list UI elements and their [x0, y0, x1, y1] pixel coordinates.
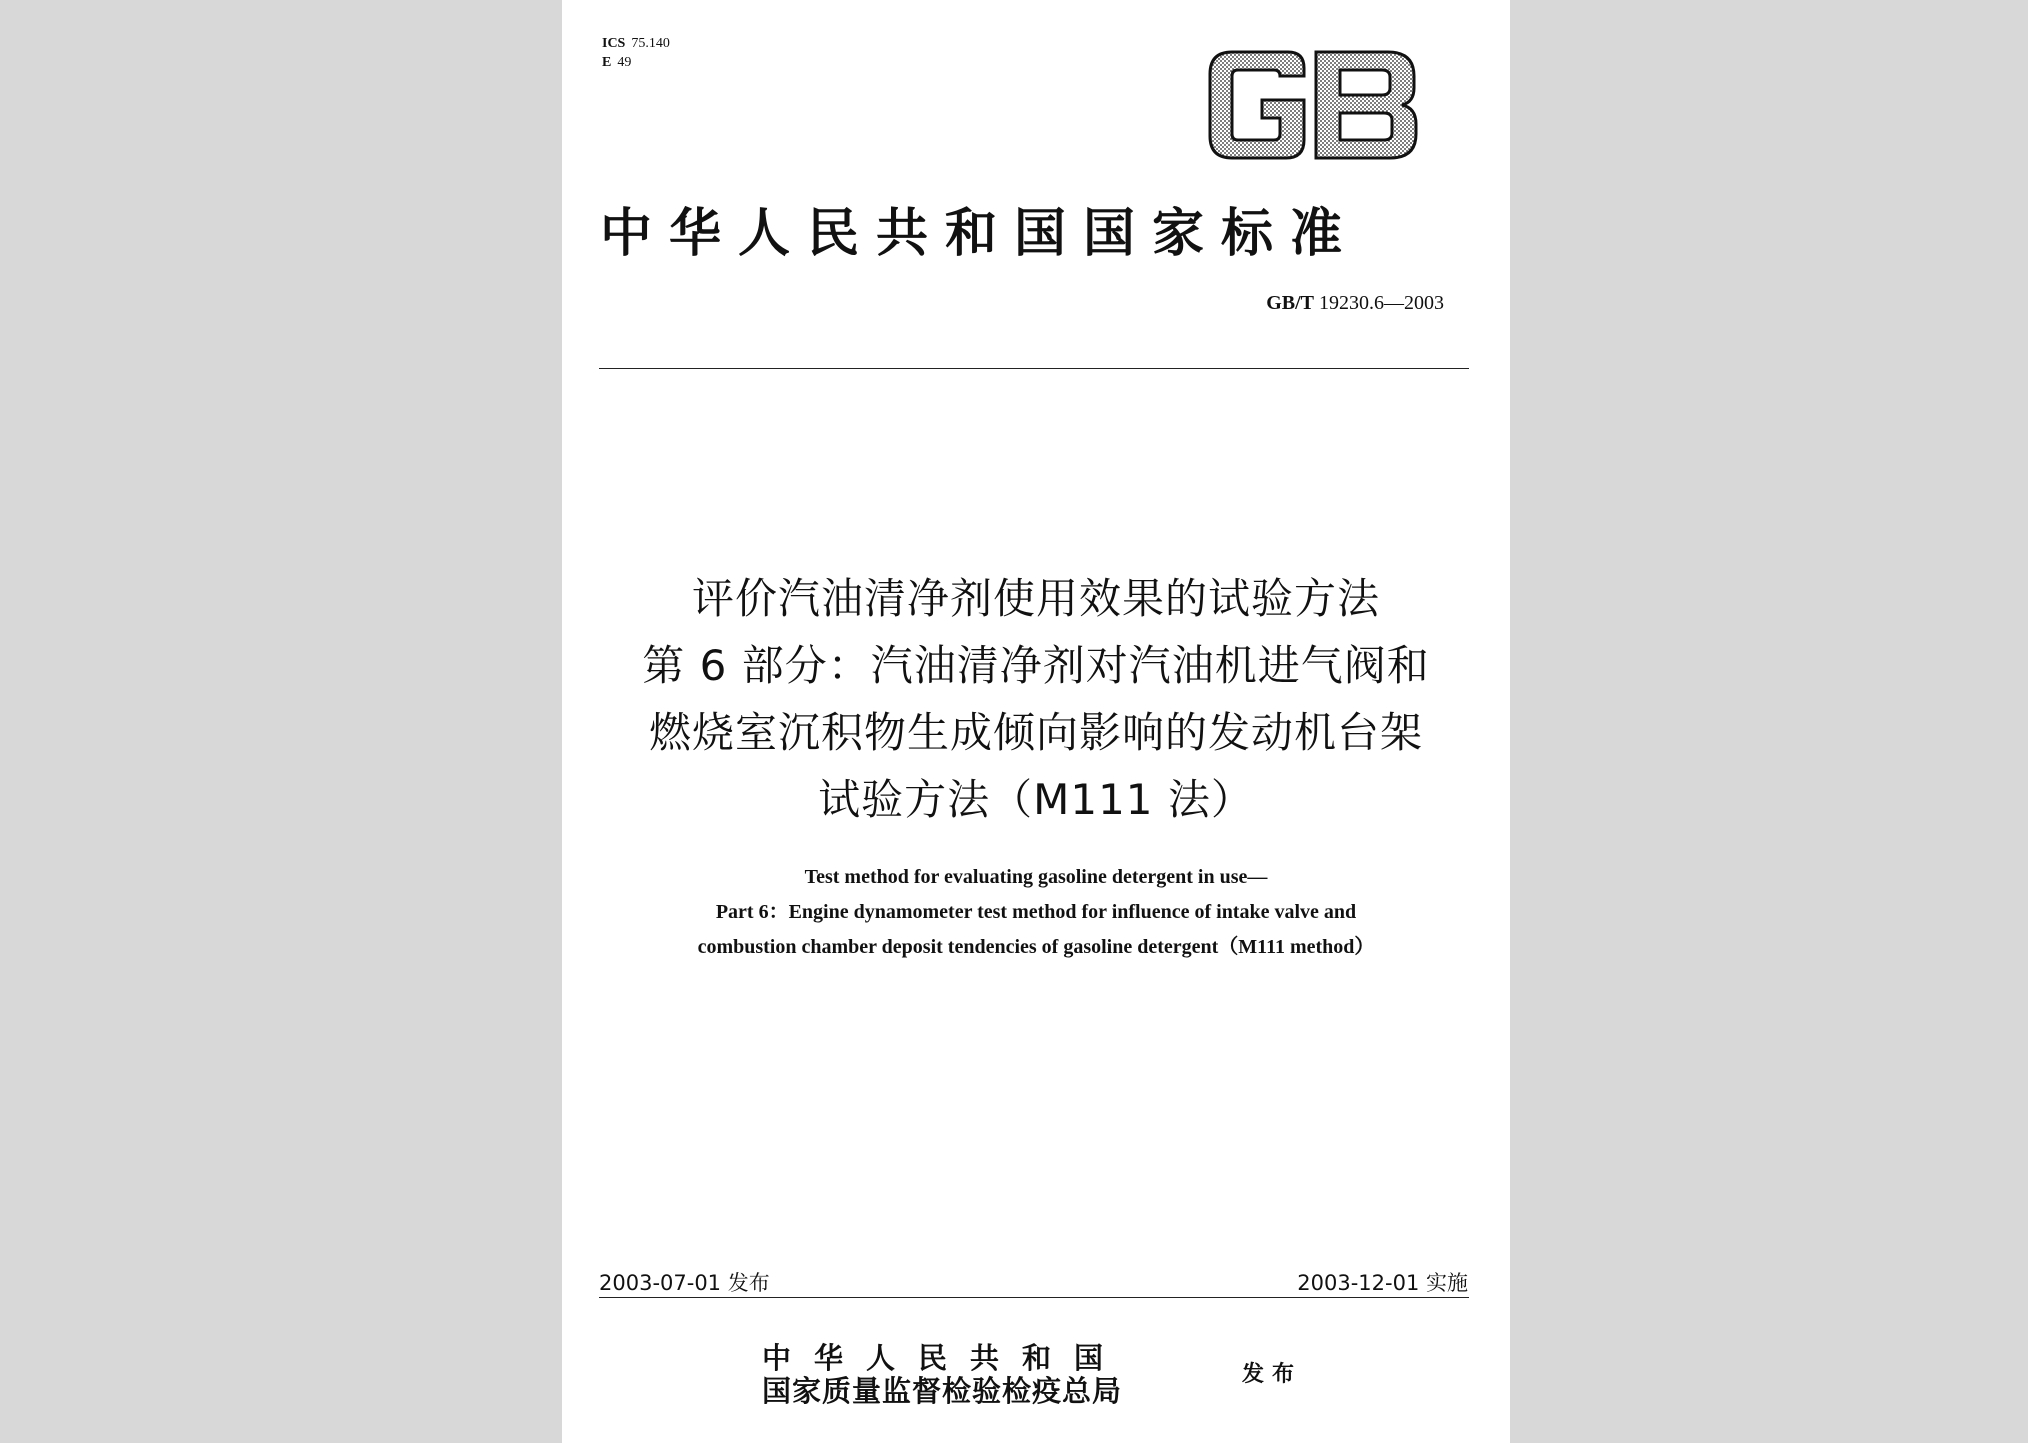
chinese-document-title	[562, 565, 1510, 833]
english-title-line-2: Part 6：Engine dynamometer test method for influence of intake valve and	[715, 901, 1357, 923]
issuing-authority	[762, 1342, 1126, 1408]
standard-number-value: 19230.6—2003	[1319, 292, 1444, 314]
national-standard-title: 中华人民共和国国家标准	[600, 204, 1360, 264]
standard-number-prefix: GB/T	[1266, 292, 1314, 314]
standard-number	[1266, 292, 1444, 315]
standard-cover-page	[562, 0, 1510, 1443]
english-document-title	[562, 860, 1510, 965]
ics-label: ICS	[602, 36, 626, 51]
ics-code-line	[602, 34, 670, 53]
issuer-line-2: 国家质量监督检验检疫总局	[762, 1374, 1123, 1408]
ccs-code-line	[602, 53, 670, 72]
issue-date: 2003-07-01 发布	[599, 1271, 770, 1295]
chinese-title-line-1: 评价汽油清净剂使用效果的试验方法	[691, 574, 1380, 623]
classification-codes	[602, 34, 670, 72]
publish-label: 发布	[1242, 1362, 1303, 1387]
ccs-label: E	[602, 55, 612, 70]
bottom-divider	[599, 1297, 1469, 1298]
chinese-title-line-3: 燃烧室沉积物生成倾向影响的发动机台架	[648, 708, 1423, 757]
ics-code: 75.140	[631, 36, 670, 51]
chinese-title-line-2: 第 6 部分：汽油清净剂对汽油机进气阀和	[642, 641, 1430, 690]
implementation-date: 2003-12-01 实施	[1297, 1271, 1468, 1295]
top-divider	[599, 368, 1469, 369]
english-title-line-3: combustion chamber deposit tendencies of gasoline detergent（M111 method）	[697, 936, 1375, 958]
ccs-code: 49	[617, 55, 632, 70]
english-title-line-1: Test method for evaluating gasoline detergent in use—	[804, 866, 1268, 888]
chinese-title-line-4: 试验方法（M111 法）	[818, 775, 1254, 824]
gb-logo	[1204, 48, 1420, 162]
issuer-line-1: 中华人民共和国	[762, 1341, 1127, 1375]
